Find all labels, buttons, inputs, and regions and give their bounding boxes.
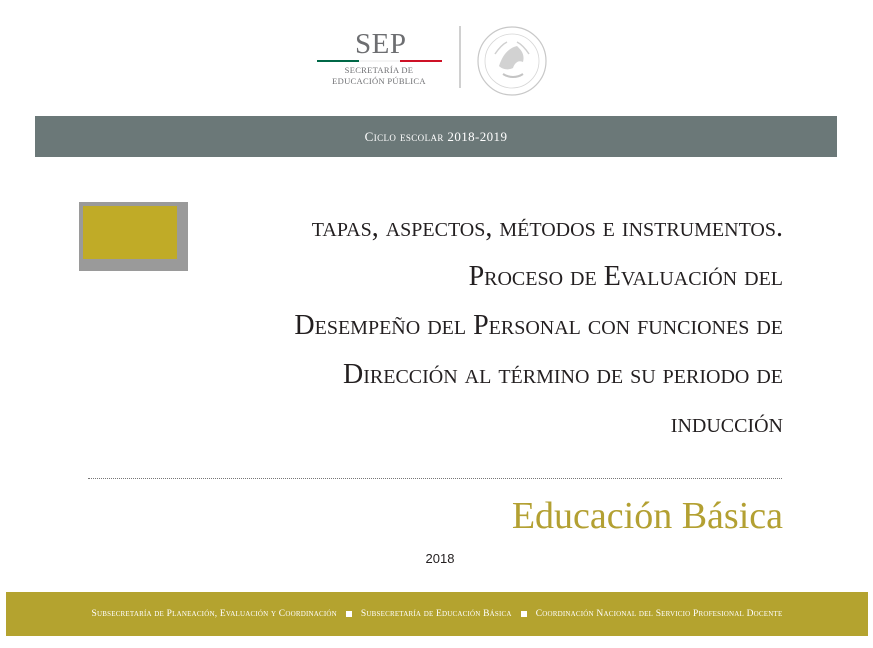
title-line2: Proceso de Evaluación del bbox=[468, 261, 783, 292]
document-title bbox=[120, 196, 783, 448]
sep-wordmark: SEP bbox=[355, 28, 407, 60]
title-line4: Dirección al término de su periodo de bbox=[343, 359, 783, 390]
footer-item-coordinacion: Coordinación Nacional del Servicio Profesional Docente bbox=[535, 609, 783, 619]
title-line3: Desempeño del Personal con funciones de bbox=[294, 310, 783, 341]
school-cycle-label: Ciclo escolar 2018-2019 bbox=[364, 128, 508, 144]
title-line5: inducción bbox=[670, 408, 783, 439]
footer-item-educacion-basica: Subsecretaría de Educación Básica bbox=[360, 609, 512, 619]
footer-separator-icon bbox=[346, 611, 352, 617]
school-cycle-band bbox=[35, 116, 837, 157]
national-seal-icon bbox=[473, 24, 551, 98]
logo-divider bbox=[459, 26, 461, 88]
footer-item-planeacion: Subsecretaría de Planeación, Evaluación y Coordinación bbox=[91, 609, 337, 619]
footer-band bbox=[6, 592, 868, 636]
title-line1: tapas, aspectos, métodos e instrumentos. bbox=[311, 212, 783, 243]
document-year: 2018 bbox=[425, 551, 455, 566]
sep-subtitle bbox=[329, 65, 429, 87]
education-level-heading: Educación Básica bbox=[511, 495, 783, 537]
sep-logo bbox=[315, 22, 555, 102]
title-dropcap: E bbox=[283, 195, 312, 246]
sep-subtitle-line2: EDUCACIÓN PÚBLICA bbox=[332, 76, 426, 86]
dotted-divider bbox=[88, 478, 782, 479]
footer-separator-icon bbox=[521, 611, 527, 617]
flag-color-bars bbox=[317, 60, 442, 62]
sep-subtitle-line1: SECRETARÍA DE bbox=[344, 65, 414, 75]
